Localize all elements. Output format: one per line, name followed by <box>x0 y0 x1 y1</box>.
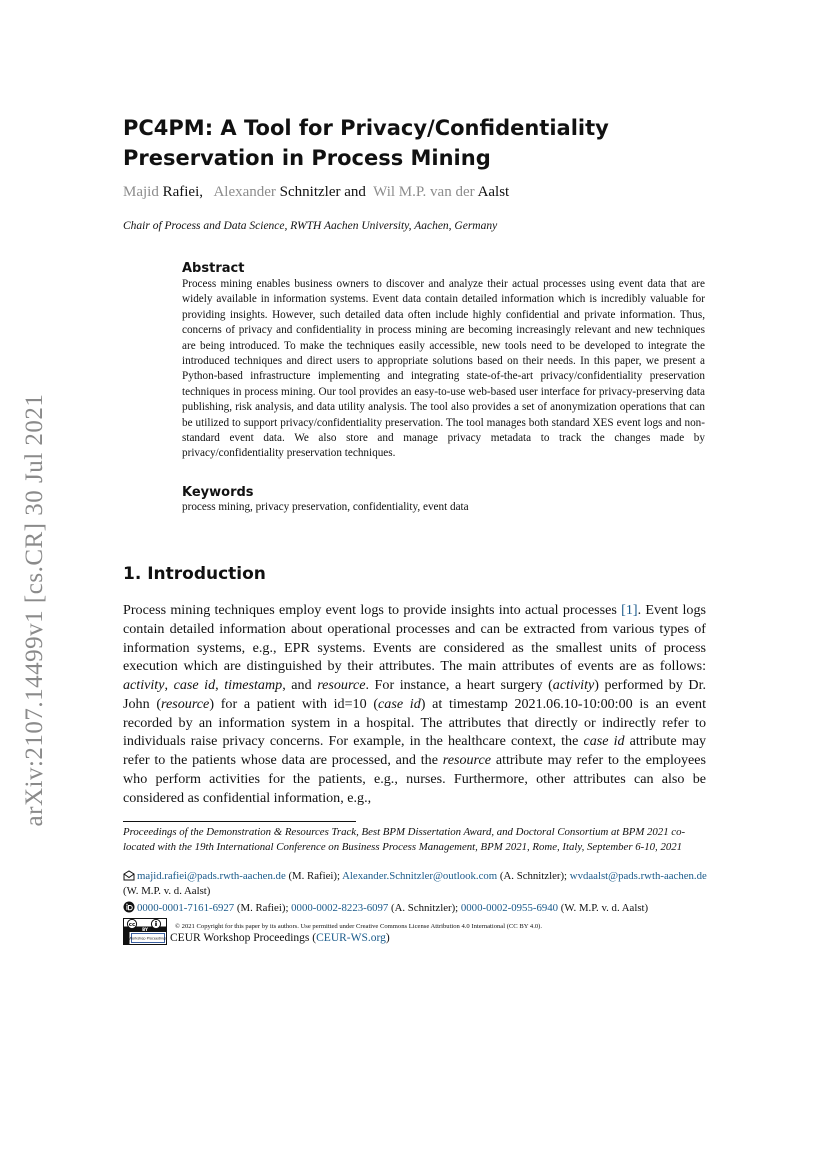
orcid-icon <box>123 901 135 913</box>
arxiv-identifier: arXiv:2107.14499v1 [cs.CR] 30 Jul 2021 <box>21 393 48 827</box>
proceedings-note: Proceedings of the Demonstration & Resources Track, Best BPM Dissertation Award, and Doctoral Consortium at BPM 2021 co-located with the 19th International Conference on Business Process Management, BPM 2021, Rome, Italy, September 6-10, 2021 <box>123 826 686 853</box>
keywords-heading: Keywords <box>182 485 254 500</box>
author-list <box>123 184 509 201</box>
orcid-link[interactable]: 0000-0002-8223-6097 <box>291 902 389 914</box>
contact-emails: majid.rafiei@pads.rwth-aachen.de (M. Rafiei); Alexander.Schnitzler@outlook.com (A. Schnitzler); wvdaalst@pads.rwth-aachen.de (W. M.P. v. d. Aalst) <box>123 870 707 897</box>
cc-by-label: BY <box>142 926 148 932</box>
keywords-block <box>182 485 705 513</box>
ceur-workshop-logo <box>123 931 167 945</box>
footnote-divider <box>123 821 356 822</box>
author: Majid Rafiei <box>123 184 200 200</box>
keywords-text: process mining, privacy preservation, confidentiality, event data <box>182 501 469 513</box>
author-separator: and <box>344 184 366 200</box>
ceur-proceedings: Workshop Proceedings CEUR Workshop Proceedings (CEUR-WS.org) <box>123 931 708 945</box>
introduction-paragraph: Process mining techniques employ event logs to provide insights into actual processes [1]. Event logs contain detailed information about operational processes and can be extracted from various types of information systems, e.g., EPR systems. Events are considered as the smallest units of process execution which are distinguished by their attributes. The main attributes of events are as follows: activity, case id, timestamp, and resource. For instance, a heart surgery (activity) performed by Dr. John (resource) for a patient with id=10 (case id) at timestamp 2021.06.10-10:00:00 is an event recorded by an information system in a hospital. The attributes that directly or indirectly refer to individuals raise privacy concerns. For example, in the healthcare context, the case id attribute may refer to the patients whose data are processed, and the resource attribute may refer to the employees who perform activities for the patients, e.g., nurses. Furthermore, other attributes can also be considered as confidential information, e.g., <box>123 602 707 806</box>
email-link[interactable]: majid.rafiei@pads.rwth-aachen.de <box>137 870 286 882</box>
orcid-list: 0000-0001-7161-6927 (M. Rafiei); 0000-0002-8223-6097 (A. Schnitzler); 0000-0002-0955-6940 (W. M.P. v. d. Aalst) <box>123 901 708 914</box>
section-heading-introduction: 1. Introduction <box>123 564 266 584</box>
arxiv-stamp <box>20 375 50 845</box>
abstract-heading: Abstract <box>182 261 245 276</box>
orcid-link[interactable]: 0000-0002-0955-6940 <box>460 902 559 914</box>
paper-title: PC4PM: A Tool for Privacy/Confidentiality Preservation in Process Mining <box>123 116 609 170</box>
envelope-icon <box>123 870 135 881</box>
svg-text:cc: cc <box>128 922 136 928</box>
abstract-block <box>182 261 705 462</box>
abstract-text: Process mining enables business owners to discover and analyze their actual processes using event data that are widely available in information systems. Event data contain detailed information which is incredibly valuable for providing insights. However, such detailed data often include highly confidential and private information. Thus, concerns of privacy and confidentiality in process mining are becoming increasingly relevant and new techniques are being introduced. To make the techniques easily accessible, new tools need to be developed to integrate the introduced techniques and direct users to appropriate solutions based on their needs. In this paper, we present a Python-based infrastructure implementing and integrating state-of-the-art privacy/confidentiality preservation techniques in process mining. Our tool provides an easy-to-use web-based user interface for privacy-preserving data publishing, risk analysis, and data utility analysis. The tool also provides a set of anonymization operations that can be utilized to support privacy/confidentiality preservation. The tool manages both standard XES event logs and non-standard event data. We also store and manage privacy metadata to track the changes made by privacy/confidentiality preservation techniques. <box>182 278 705 460</box>
author: Alexander Schnitzler <box>213 184 341 200</box>
ceur-ws-link[interactable]: CEUR-WS.org <box>316 932 386 944</box>
ceur-logo-caption: Workshop Proceedings <box>128 936 167 941</box>
copyright-notice: © 2021 Copyright for this paper by its authors. Use permitted under Creative Commons License Attribution 4.0 International (CC BY 4.0). <box>175 923 542 930</box>
author-separator: , <box>199 184 203 200</box>
citation-link[interactable]: [1] <box>621 602 638 618</box>
email-link[interactable]: wvdaalst@pads.rwth-aachen.de <box>569 870 707 882</box>
cc-by-license-icon <box>123 918 167 932</box>
author: Wil M.P. van der Aalst <box>373 184 510 200</box>
affiliation: Chair of Process and Data Science, RWTH Aachen University, Aachen, Germany <box>123 220 498 232</box>
orcid-link[interactable]: 0000-0001-7161-6927 <box>137 902 235 914</box>
email-link[interactable]: Alexander.Schnitzler@outlook.com <box>342 870 498 882</box>
